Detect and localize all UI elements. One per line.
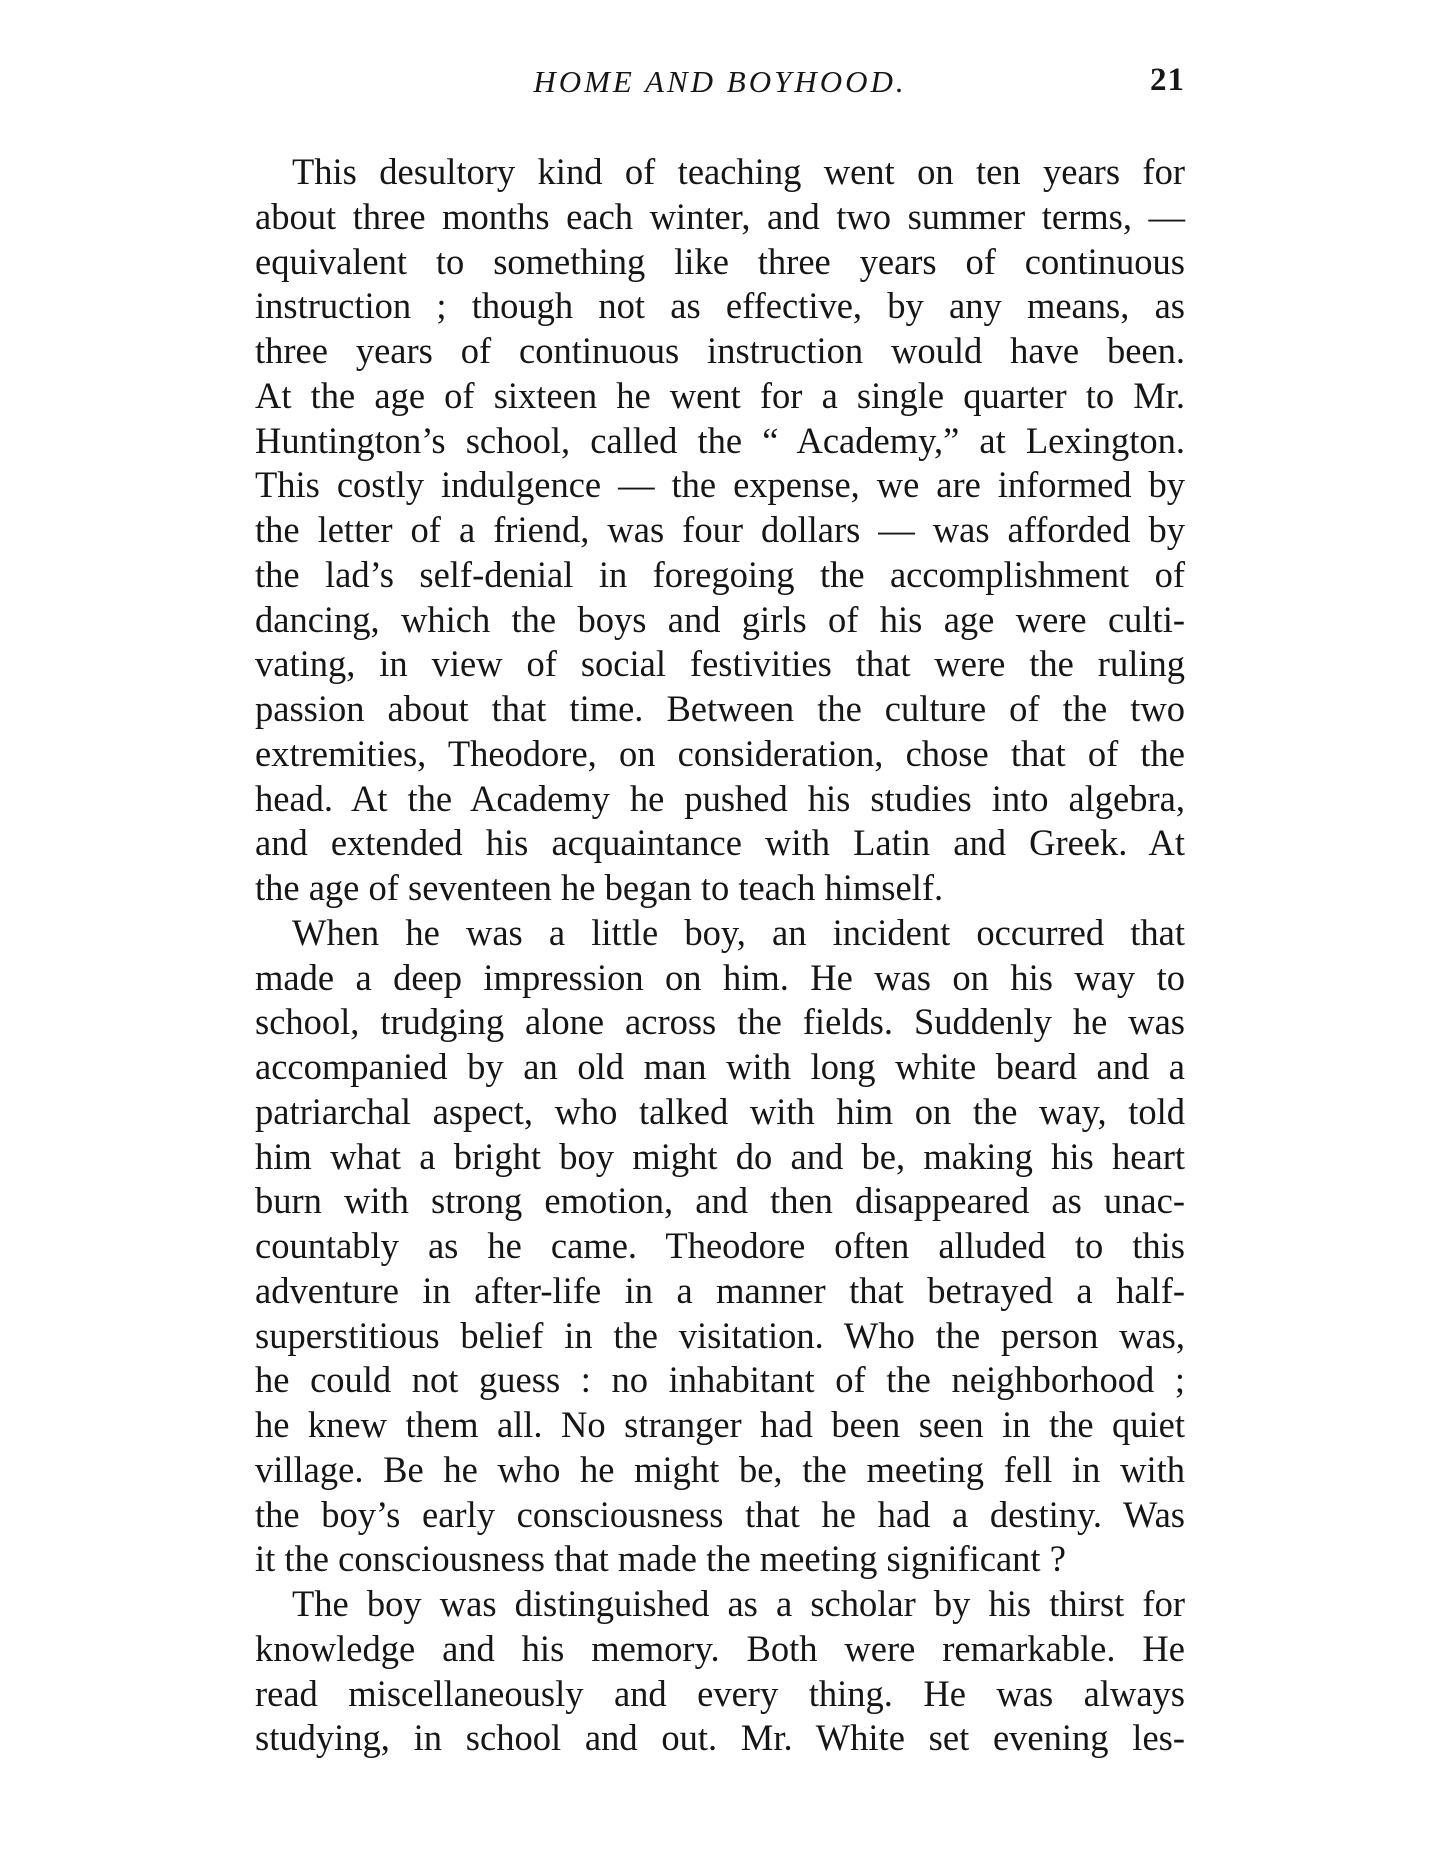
running-title: HOME AND BOYHOOD. xyxy=(533,64,907,99)
text-line: burn with strong emotion, and then disappeared as unac- xyxy=(255,1180,1185,1222)
text-line: the letter of a friend, was four dollars — was afforded by xyxy=(255,509,1185,550)
text-line: countably as he came. Theodore often alluded to this xyxy=(255,1225,1185,1266)
text-line: studying, in school and out. Mr. White set evening les- xyxy=(255,1717,1185,1759)
text-line: accompanied by an old man with long white beard and a xyxy=(255,1046,1185,1087)
running-head xyxy=(255,60,1185,110)
text-line: adventure in after-life in a manner that betrayed a half- xyxy=(255,1269,1185,1311)
text-line: and extended his acquaintance with Latin and Greek. At xyxy=(255,822,1185,864)
text-line: the age of seventeen he began to teach himself. xyxy=(255,867,944,908)
text-line: The boy was distinguished as a scholar by his thirst for xyxy=(292,1583,1185,1624)
text-line: This costly indulgence — the expense, we are informed by xyxy=(255,464,1185,506)
text-line: At the age of sixteen he went for a single quarter to Mr. xyxy=(255,374,1185,416)
text-line: made a deep impression on him. He was on his way to xyxy=(255,956,1185,998)
text-line: about three months each winter, and two summer terms, — xyxy=(255,195,1185,237)
text-line: it the consciousness that made the meeting significant ? xyxy=(255,1538,1066,1580)
text-line: read miscellaneously and every thing. He was always xyxy=(255,1672,1185,1714)
text-line: vating, in view of social festivities that were the ruling xyxy=(255,643,1185,685)
page-number: 21 xyxy=(1150,62,1185,98)
paragraph-3 xyxy=(255,1582,1185,1761)
text-line: dancing, which the boys and girls of his age were culti- xyxy=(255,598,1185,640)
paragraph-1 xyxy=(255,150,1185,911)
text-line: the lad’s self-denial in foregoing the accomplishment of xyxy=(255,553,1185,595)
paragraph-2 xyxy=(255,911,1185,1582)
body-text xyxy=(255,150,1185,1761)
text-line: head. At the Academy he pushed his studies into algebra, xyxy=(255,777,1185,819)
text-line: him what a bright boy might do and be, making his heart xyxy=(255,1135,1185,1177)
text-line: When he was a little boy, an incident occurred that xyxy=(292,911,1185,953)
text-line: knowledge and his memory. Both were remarkable. He xyxy=(255,1627,1185,1669)
text-line: equivalent to something like three years of continuous xyxy=(255,240,1185,282)
text-line: superstitious belief in the visitation. Who the person was, xyxy=(255,1314,1185,1356)
text-line: instruction ; though not as effective, by any means, as xyxy=(255,285,1185,327)
text-line: he could not guess : no inhabitant of the neighborhood ; xyxy=(255,1359,1185,1401)
text-line: school, trudging alone across the fields. Suddenly he was xyxy=(255,1001,1185,1043)
text-line: the boy’s early consciousness that he had a destiny. Was xyxy=(255,1493,1185,1535)
text-line: he knew them all. No stranger had been seen in the quiet xyxy=(255,1404,1185,1445)
text-line: Huntington’s school, called the “ Academy,” at Lexington. xyxy=(255,419,1185,461)
text-line: extremities, Theodore, on consideration, chose that of the xyxy=(255,732,1185,774)
text-line: passion about that time. Between the culture of the two xyxy=(255,688,1185,729)
text-line: This desultory kind of teaching went on ten years for xyxy=(292,151,1185,192)
text-line: village. Be he who he might be, the meeting fell in with xyxy=(255,1448,1185,1490)
text-line: three years of continuous instruction would have been. xyxy=(255,330,1185,371)
text-line: patriarchal aspect, who talked with him on the way, told xyxy=(255,1090,1185,1132)
